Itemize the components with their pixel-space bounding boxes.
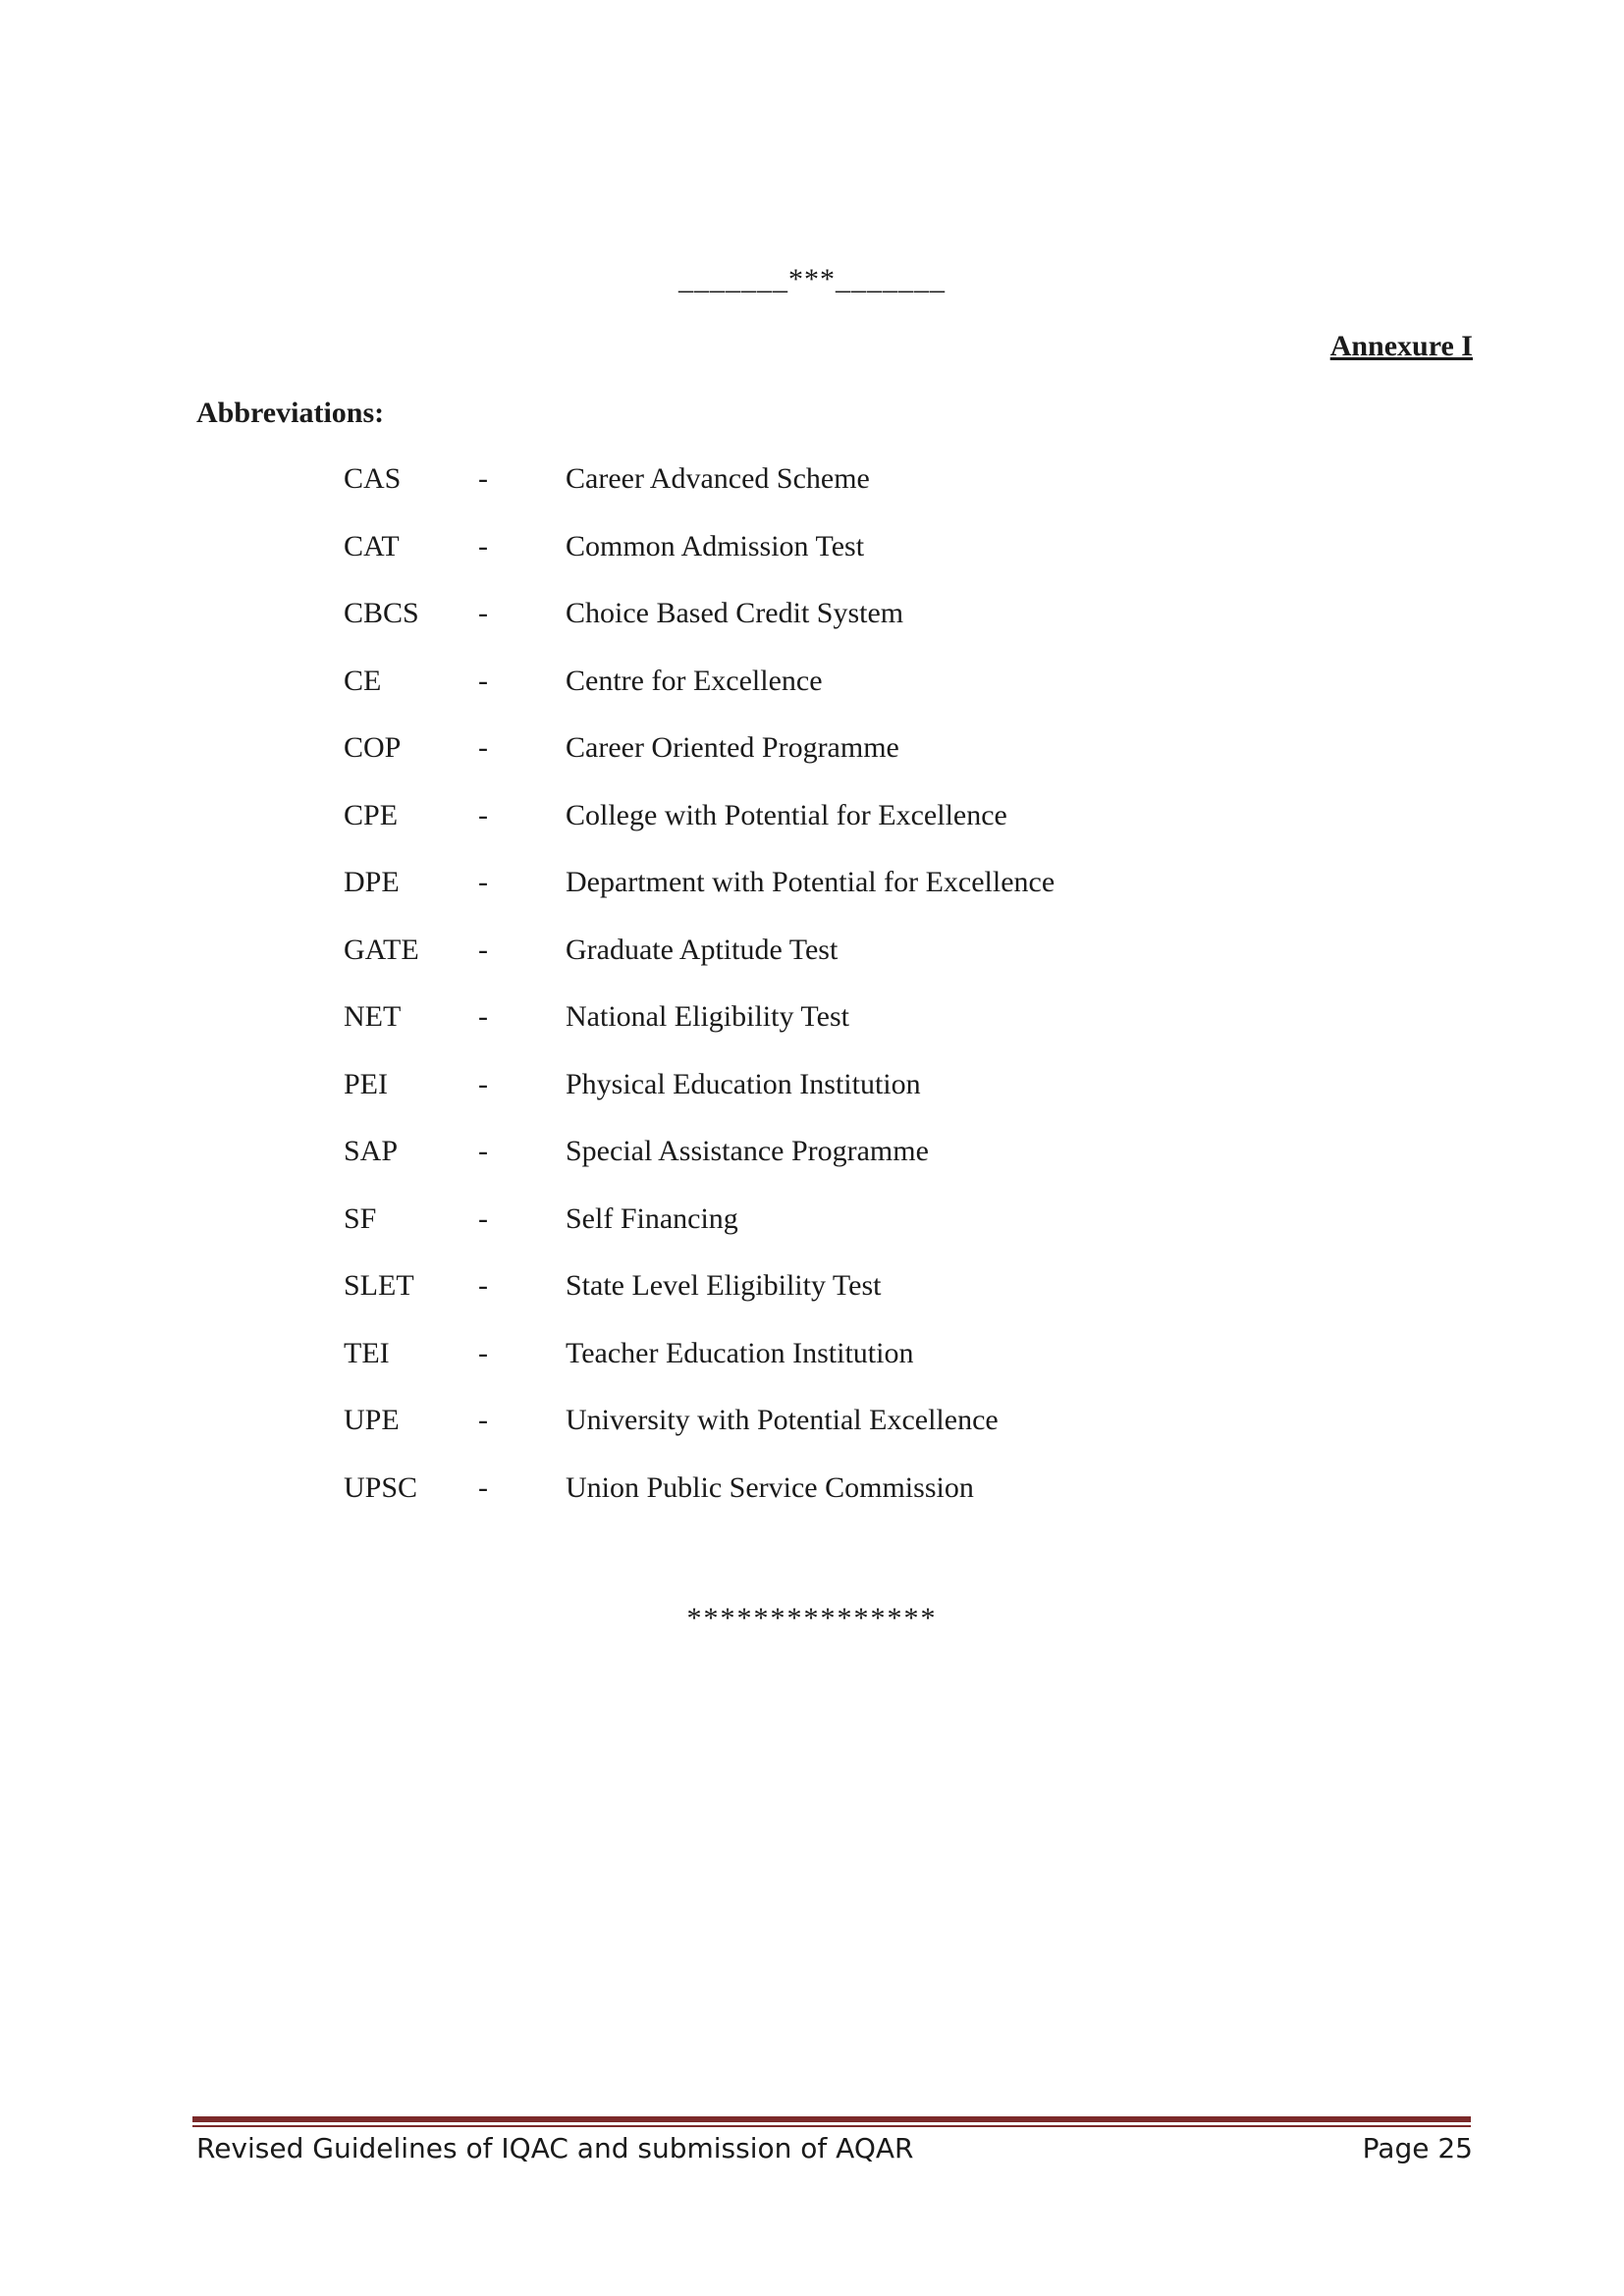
abbreviation-meaning: Common Admission Test [566, 529, 865, 562]
abbreviation-code: SF [344, 1201, 377, 1235]
list-item [344, 798, 1227, 866]
abbreviation-code: NET [344, 1000, 402, 1033]
abbreviation-dash: - [478, 798, 488, 831]
abbreviation-meaning: Self Financing [566, 1201, 738, 1235]
abbreviation-dash: - [478, 462, 488, 495]
abbreviation-code: PEI [344, 1067, 388, 1100]
abbreviation-dash: - [478, 1201, 488, 1235]
list-item [344, 1470, 1227, 1538]
abbreviation-meaning: Career Advanced Scheme [566, 462, 870, 495]
list-item [344, 1336, 1227, 1404]
abbreviation-code: COP [344, 731, 402, 764]
abbreviation-dash: - [478, 1000, 488, 1033]
abbreviation-dash: - [478, 1269, 488, 1302]
abbreviation-code: CE [344, 664, 382, 697]
list-item [344, 933, 1227, 1000]
abbreviation-dash: - [478, 1135, 488, 1167]
abbreviation-dash: - [478, 866, 488, 898]
list-item [344, 461, 1227, 529]
abbreviation-meaning: University with Potential Excellence [566, 1404, 999, 1436]
abbreviation-dash: - [478, 1470, 488, 1504]
list-item [344, 1201, 1227, 1269]
footer-rule-thick [192, 2116, 1471, 2122]
abbreviation-meaning: Centre for Excellence [566, 664, 823, 697]
abbreviation-meaning: State Level Eligibility Test [566, 1269, 882, 1302]
abbreviation-code: UPSC [344, 1470, 418, 1504]
footer-title: Revised Guidelines of IQAC and submission of AQAR [196, 2132, 914, 2164]
list-item [344, 1067, 1227, 1135]
abbreviation-meaning: Choice Based Credit System [566, 597, 904, 629]
abbreviation-list [344, 461, 1227, 1537]
list-item [344, 664, 1227, 731]
abbreviation-dash: - [478, 529, 488, 562]
abbreviation-meaning: Department with Potential for Excellence [566, 866, 1056, 898]
list-item [344, 730, 1227, 798]
abbreviation-dash: - [478, 1404, 488, 1436]
abbreviation-code: CBCS [344, 597, 419, 629]
list-item [344, 1134, 1227, 1201]
list-item [344, 596, 1227, 664]
footer-rule-thin [192, 2125, 1471, 2127]
abbreviation-dash: - [478, 1067, 488, 1100]
list-item [344, 1403, 1227, 1470]
list-item [344, 1268, 1227, 1336]
abbreviation-meaning: Special Assistance Programme [566, 1135, 929, 1167]
abbreviation-dash: - [478, 731, 488, 764]
list-item [344, 529, 1227, 597]
top-separator: _______***_______ [678, 263, 946, 295]
abbreviation-code: SAP [344, 1135, 399, 1167]
abbreviation-code: CAS [344, 462, 402, 495]
abbreviation-meaning: National Eligibility Test [566, 1000, 849, 1033]
abbreviation-meaning: Graduate Aptitude Test [566, 933, 839, 966]
annexure-title: Annexure I [1329, 330, 1473, 362]
abbreviation-code: DPE [344, 866, 400, 898]
abbreviation-code: UPE [344, 1404, 400, 1436]
page-number: Page 25 [1362, 2132, 1473, 2164]
abbreviation-code: GATE [344, 933, 419, 966]
bottom-separator: *************** [686, 1602, 938, 1634]
abbreviation-dash: - [478, 933, 488, 966]
abbreviation-meaning: Career Oriented Programme [566, 731, 899, 764]
abbreviation-meaning: Union Public Service Commission [566, 1470, 974, 1504]
abbreviation-meaning: Teacher Education Institution [566, 1336, 914, 1369]
abbreviation-dash: - [478, 1336, 488, 1369]
abbreviation-code: CPE [344, 798, 399, 831]
abbreviation-code: CAT [344, 529, 400, 562]
abbreviation-dash: - [478, 597, 488, 629]
list-item [344, 999, 1227, 1067]
abbreviation-meaning: College with Potential for Excellence [566, 798, 1007, 831]
section-heading: Abbreviations: [196, 397, 385, 429]
abbreviation-dash: - [478, 664, 488, 697]
list-item [344, 865, 1227, 933]
abbreviation-meaning: Physical Education Institution [566, 1067, 921, 1100]
abbreviation-code: TEI [344, 1336, 390, 1369]
abbreviation-code: SLET [344, 1269, 414, 1302]
